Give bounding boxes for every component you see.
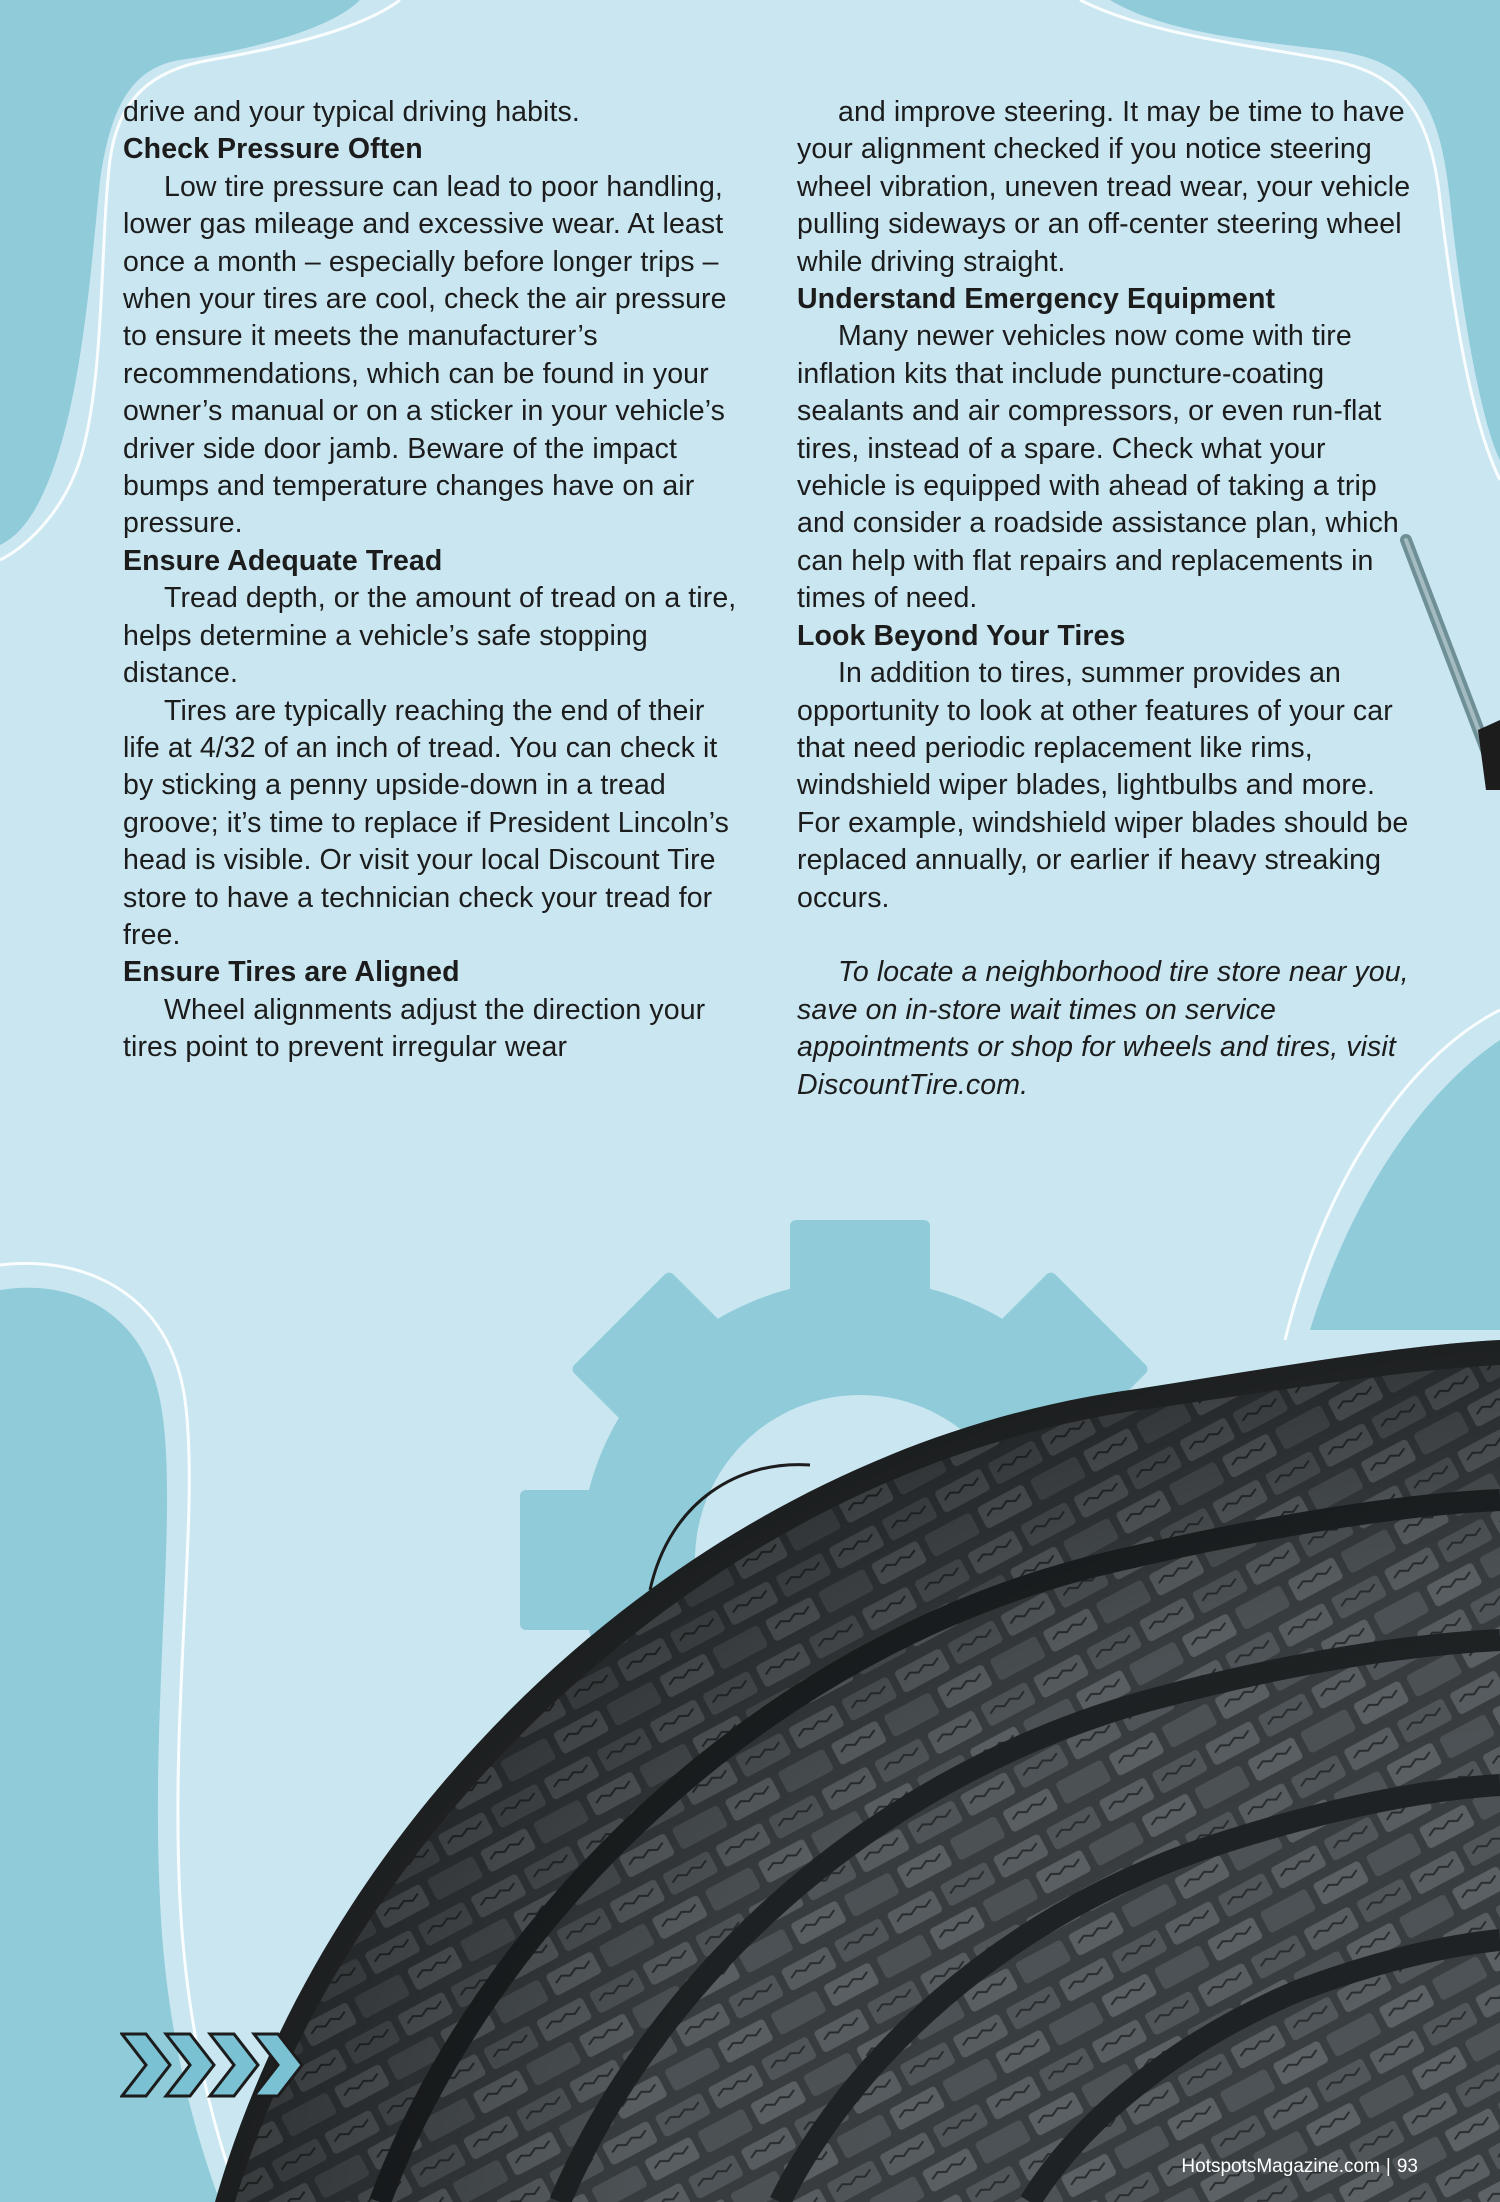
paragraph-spacer [797,917,1422,954]
heading-emergency-equipment: Understand Emergency Equipment [797,283,1276,316]
paragraph-aligned: Wheel alignments adjust the direction your tires point to prevent irregular wear [123,993,706,1064]
paragraph-tread-1: Tread depth, or the amount of tread on a tire, helps determine a vehicle’s safe stopping distance. [123,582,737,690]
heading-tires-aligned: Ensure Tires are Aligned [123,956,460,989]
article-column-left [123,94,748,1067]
heading-adequate-tread: Ensure Adequate Tread [123,544,443,577]
paragraph-emergency-equipment: Many newer vehicles now come with tire inflation kits that include puncture-coating sealants and air compressors, or even run-flat tires, instead of a spare. Check what your vehicle is equipped with ahead of taking a trip and consider a roadside assistance plan, which can help with flat repairs and replacements in times of need. [797,320,1399,615]
paragraph-aligned-continued: and improve steering. It may be time to have your alignment checked if you notice steering wheel vibration, uneven tread wear, your vehicle pulling sideways or an off-center steering wheel while driving straight. [797,96,1411,278]
tire-tread-photo [215,1340,1500,2202]
article-column-right [797,94,1422,1104]
paragraph-tread-2: Tires are typically reaching the end of their life at 4/32 of an inch of tread. You can check it by sticking a penny upside-down in a tread groove; it’s time to replace if President Lincoln’s head is visible. Or visit your local Discount Tire store to have a technician check your tread for free. [123,694,730,951]
footer-site: HotspotsMagazine.com [1181,2156,1380,2177]
heading-look-beyond: Look Beyond Your Tires [797,619,1126,652]
page-footer [1181,2156,1418,2178]
paragraph-closing-note: To locate a neighborhood tire store near you, save on in-store wait times on service appointments or shop for wheels and tires, visit DiscountTire.com. [797,956,1409,1101]
heading-check-pressure: Check Pressure Often [123,133,423,166]
paragraph-intro: drive and your typical driving habits. [123,96,580,128]
footer-separator: | [1385,2156,1391,2177]
paragraph-look-beyond: In addition to tires, summer provides an opportunity to look at other features of your car that need periodic replacement like rims, windshield wiper blades, lightbulbs and more. For example, windshield wiper blades should be replaced annually, or earlier if heavy streaking occurs. [797,657,1409,914]
paragraph-check-pressure: Low tire pressure can lead to poor handling, lower gas mileage and excessive wear. At least once a month – especially before longer trips – when your tires are cool, check the air pressure to ensure it meets the manufacturer’s recommendations, which can be found in your owner’s manual or on a sticker in your vehicle’s driver side door jamb. Beware of the impact bumps and temperature changes have on air pressure. [123,170,727,540]
page-number: 93 [1396,2156,1418,2177]
chevron-arrows-icon [120,2030,320,2100]
